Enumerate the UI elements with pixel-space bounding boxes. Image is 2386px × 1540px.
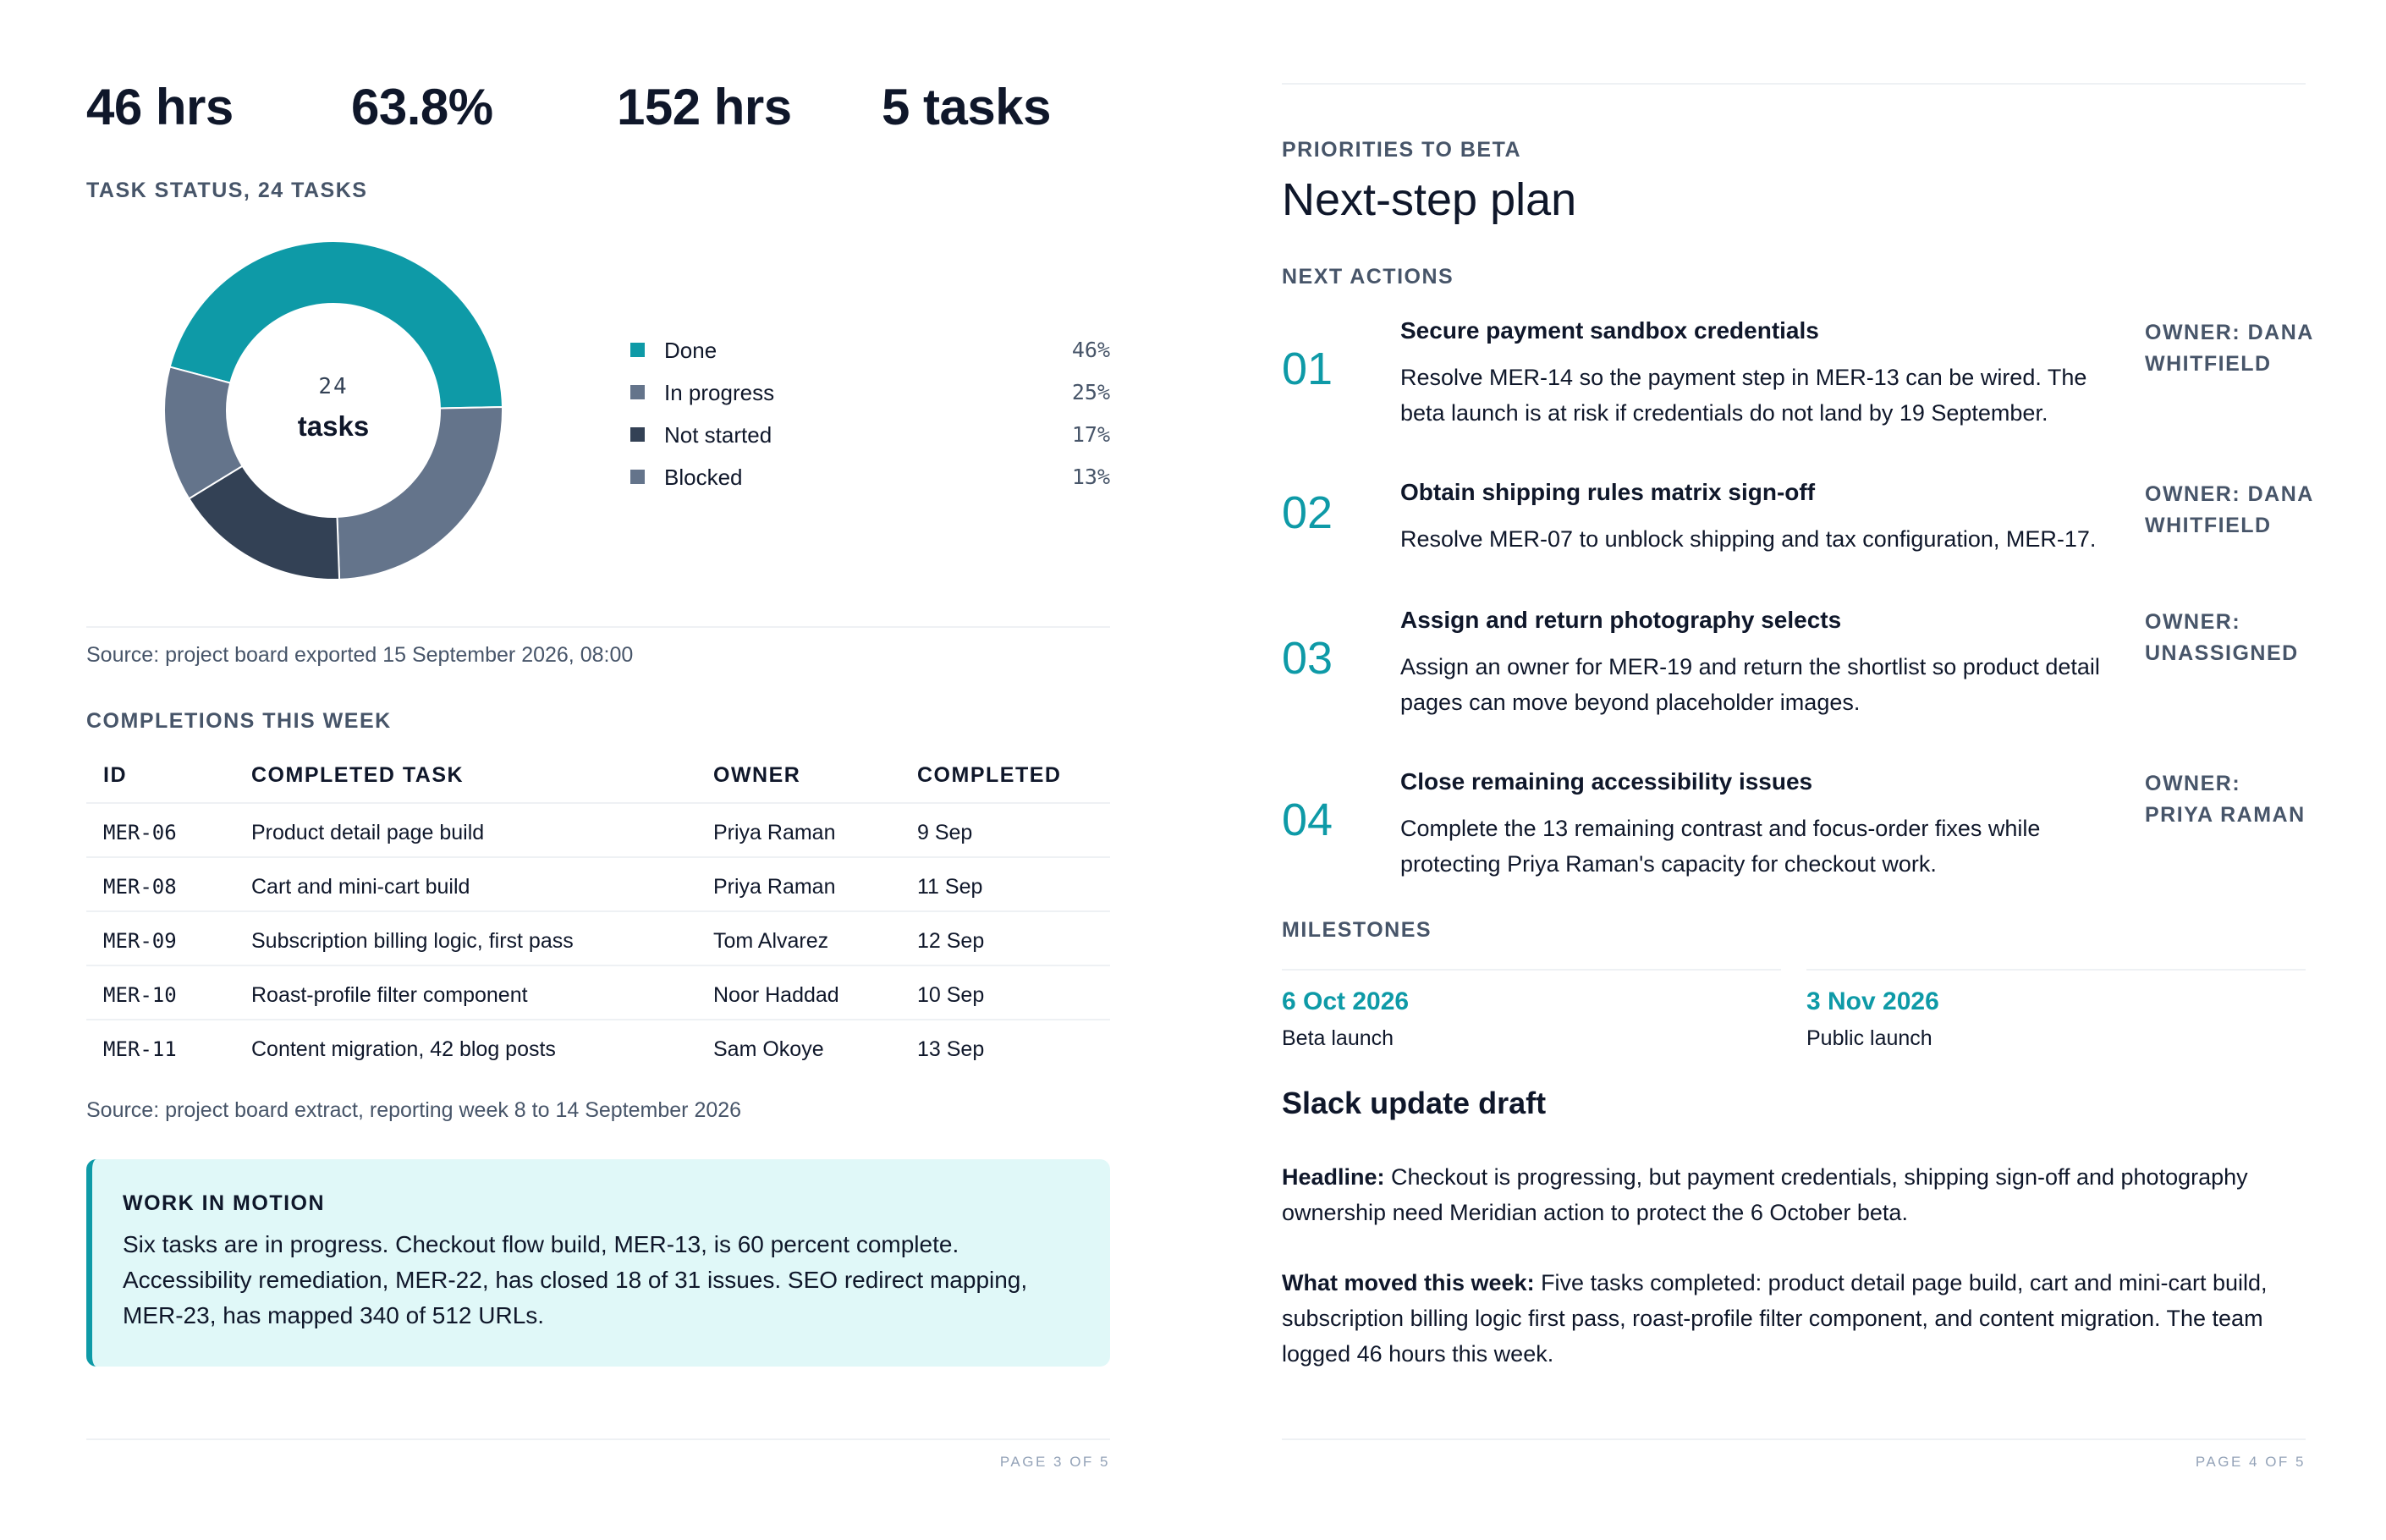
- action-description: Resolve MER-14 so the payment step in MER-13 can be wired. The beta launch is at risk if credentials do not land by 19 September.: [1400, 365, 2087, 426]
- cell-completed: 11 Sep: [917, 875, 983, 899]
- action-number: 04: [1282, 795, 1333, 845]
- cell-owner: Priya Raman: [713, 821, 836, 844]
- table-row: [86, 966, 1110, 1020]
- action-number: 02: [1282, 487, 1333, 538]
- column-header-completed: COMPLETED: [917, 763, 1062, 787]
- page-number: PAGE 4 OF 5: [2195, 1454, 2306, 1470]
- donut-center: [164, 241, 503, 580]
- legend-value: 17%: [1071, 422, 1110, 447]
- milestone-date: 3 Nov 2026: [1806, 987, 1939, 1015]
- cell-completed: 10 Sep: [917, 983, 985, 1007]
- kpi-tasks: 5 tasks: [882, 79, 1051, 135]
- milestone-label: Public launch: [1806, 1026, 1932, 1050]
- kpi-row: [86, 78, 1110, 146]
- cell-completed: 12 Sep: [917, 929, 985, 953]
- legend-value: 13%: [1071, 465, 1110, 489]
- table-row: [86, 858, 1110, 912]
- legend-swatch: [630, 427, 645, 442]
- action-title: Secure payment sandbox credentials: [1400, 317, 1819, 344]
- slack-headline-text: Checkout is progressing, but payment credentials, shipping sign-off and photography ownership need Meridian action to protect the 6 October beta.: [1282, 1164, 2248, 1225]
- legend-item: [630, 461, 1110, 503]
- action-description: Complete the 13 remaining contrast and focus-order fixes while protecting Priya Raman's capacity for checkout work.: [1400, 816, 2041, 877]
- top-divider: [1282, 83, 2306, 85]
- next-actions-heading: NEXT ACTIONS: [1282, 265, 1454, 289]
- slack-headline-paragraph: [1282, 1159, 2306, 1230]
- table-header-row: [86, 753, 1110, 804]
- donut-center-label: tasks: [297, 410, 370, 442]
- legend-item: [630, 377, 1110, 419]
- cell-owner: Tom Alvarez: [713, 929, 829, 953]
- action-description: Assign an owner for MER-19 and return the shortlist so product detail pages can move beyond placeholder images.: [1400, 654, 2100, 715]
- cell-task: Product detail page build: [251, 821, 485, 844]
- cell-owner: Noor Haddad: [713, 983, 839, 1007]
- donut-center-number: 24: [318, 374, 349, 399]
- milestones-heading: MILESTONES: [1282, 918, 1432, 942]
- callout-body: Six tasks are in progress. Checkout flow build, MER-13, is 60 percent complete. Accessibility remediation, MER-22, has closed 18 of 31 issues. SEO redirect mapping, MER-23, has mapped 340 of 512 URLs.: [123, 1231, 1028, 1328]
- cell-completed: 9 Sep: [917, 821, 973, 844]
- action-number: 01: [1282, 344, 1333, 394]
- source-note-board: Source: project board exported 15 September 2026, 08:00: [86, 643, 634, 667]
- slack-moved-paragraph: [1282, 1265, 2306, 1372]
- cell-id: MER-11: [103, 1037, 177, 1061]
- table-row: [86, 1020, 1110, 1075]
- kpi-hours-logged: 46 hrs: [86, 79, 234, 135]
- legend-value: 25%: [1071, 380, 1110, 404]
- slack-moved-text: Five tasks completed: product detail page build, cart and mini-cart build, subscription billing logic first pass, roast-profile filter component, and content migration. The team logged 46 hours this week.: [1282, 1270, 2268, 1367]
- table-row: [86, 912, 1110, 966]
- kpi-percent: 63.8%: [351, 79, 493, 135]
- cell-owner: Sam Okoye: [713, 1037, 824, 1061]
- milestone-beta: [1282, 969, 1781, 1050]
- cell-id: MER-09: [103, 929, 177, 953]
- legend-label: Blocked: [664, 465, 743, 490]
- completions-heading: COMPLETIONS THIS WEEK: [86, 709, 392, 733]
- action-description: Resolve MER-07 to unblock shipping and tax configuration, MER-17.: [1400, 526, 2097, 552]
- cell-owner: Priya Raman: [713, 875, 836, 899]
- legend-swatch: [630, 470, 645, 484]
- kpi-hours-total: 152 hrs: [617, 79, 792, 135]
- action-title: Close remaining accessibility issues: [1400, 768, 1813, 795]
- cell-task: Content migration, 42 blog posts: [251, 1037, 556, 1061]
- action-owner: OWNER: UNASSIGNED: [2145, 610, 2299, 665]
- cell-task: Cart and mini-cart build: [251, 875, 470, 899]
- legend-item: [630, 419, 1110, 461]
- legend-label: Not started: [664, 422, 772, 448]
- task-status-heading: TASK STATUS, 24 TASKS: [86, 179, 368, 202]
- slack-moved-label: What moved this week:: [1282, 1270, 1535, 1295]
- cell-completed: 13 Sep: [917, 1037, 985, 1061]
- priorities-eyebrow: PRIORITIES TO BETA: [1282, 138, 1522, 162]
- task-status-donut-chart: [164, 241, 503, 580]
- legend-label: Done: [664, 338, 717, 363]
- legend-swatch: [630, 343, 645, 357]
- milestone-date: 6 Oct 2026: [1282, 987, 1410, 1015]
- cell-task: Subscription billing logic, first pass: [251, 929, 574, 953]
- footer-divider: [86, 1438, 1110, 1440]
- action-number: 03: [1282, 633, 1333, 684]
- legend-value: 46%: [1071, 338, 1110, 362]
- table-row: [86, 804, 1110, 858]
- column-header-id: ID: [103, 763, 127, 787]
- cell-id: MER-08: [103, 875, 177, 899]
- slack-update-title: Slack update draft: [1282, 1086, 1547, 1120]
- report-page-3: [86, 0, 1110, 1540]
- callout-title: WORK IN MOTION: [123, 1191, 326, 1215]
- action-owner: OWNER: PRIYA RAMAN: [2145, 772, 2306, 827]
- legend-label: In progress: [664, 380, 775, 405]
- divider: [86, 626, 1110, 628]
- action-title: Obtain shipping rules matrix sign-off: [1400, 479, 1816, 505]
- report-page-4: [1282, 0, 2313, 1540]
- milestone-label: Beta launch: [1282, 1026, 1394, 1050]
- footer-divider: [1282, 1438, 2306, 1440]
- column-header-task: COMPLETED TASK: [251, 763, 465, 787]
- column-header-owner: OWNER: [713, 763, 801, 787]
- action-owner: OWNER: DANA WHITFIELD: [2145, 482, 2313, 537]
- legend-swatch: [630, 385, 645, 399]
- page-title: Next-step plan: [1282, 174, 1577, 225]
- work-in-motion-callout: [86, 1159, 1110, 1367]
- page-number: PAGE 3 OF 5: [999, 1454, 1110, 1470]
- legend-item: [630, 334, 1110, 377]
- cell-id: MER-06: [103, 821, 177, 844]
- source-note-extract: Source: project board extract, reporting week 8 to 14 September 2026: [86, 1098, 742, 1122]
- completions-table: [86, 753, 1110, 1075]
- action-owner: OWNER: DANA WHITFIELD: [2145, 321, 2313, 376]
- cell-id: MER-10: [103, 983, 177, 1007]
- action-title: Assign and return photography selects: [1400, 607, 1842, 633]
- milestone-public: [1806, 969, 2306, 1050]
- cell-task: Roast-profile filter component: [251, 983, 528, 1007]
- slack-headline-label: Headline:: [1282, 1164, 1385, 1190]
- donut-legend: [630, 334, 1110, 503]
